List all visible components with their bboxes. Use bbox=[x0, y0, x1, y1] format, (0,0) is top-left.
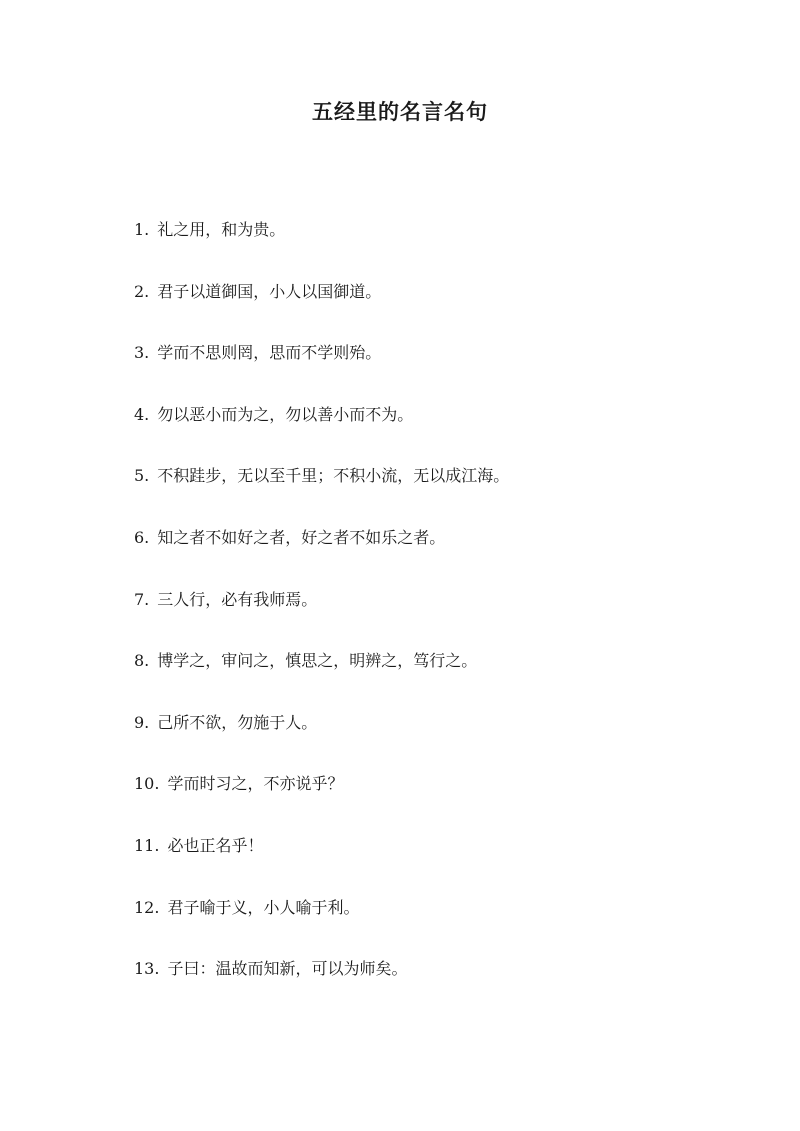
list-item bbox=[134, 645, 509, 707]
list-item bbox=[134, 214, 509, 276]
item-number: 2. bbox=[134, 281, 150, 301]
item-number: 8. bbox=[134, 651, 150, 671]
item-number: 10. bbox=[134, 774, 160, 794]
list-item bbox=[134, 522, 509, 584]
list-item bbox=[134, 276, 509, 338]
item-text: 博学之，审问之，慎思之，明辨之，笃行之。 bbox=[157, 651, 478, 671]
item-text: 必也正名乎！ bbox=[167, 835, 264, 855]
item-text: 学而不思则罔，思而不学则殆。 bbox=[157, 343, 382, 363]
item-number: 1. bbox=[134, 220, 150, 239]
item-text: 不积跬步，无以至千里；不积小流，无以成江海。 bbox=[157, 466, 510, 486]
list-item bbox=[134, 584, 509, 646]
item-text: 礼之用，和为贵。 bbox=[157, 220, 286, 239]
document-title: 五经里的名言名句 bbox=[312, 99, 488, 124]
item-text: 知之者不如好之者，好之者不如乐之者。 bbox=[157, 527, 446, 547]
item-text: 三人行，必有我师焉。 bbox=[157, 589, 318, 609]
list-item bbox=[134, 892, 509, 954]
item-text: 学而时习之，不亦说乎？ bbox=[167, 774, 344, 794]
list-item bbox=[134, 768, 509, 830]
quote-list bbox=[134, 214, 509, 1015]
item-number: 6. bbox=[134, 527, 150, 547]
item-number: 3. bbox=[134, 343, 150, 363]
list-item bbox=[134, 953, 509, 1015]
item-text: 君子喻于义，小人喻于利。 bbox=[167, 897, 360, 917]
item-text: 君子以道御国，小人以国御道。 bbox=[157, 281, 382, 301]
item-number: 13. bbox=[134, 959, 160, 979]
item-number: 9. bbox=[134, 712, 150, 732]
item-number: 5. bbox=[134, 466, 150, 486]
list-item bbox=[134, 707, 509, 769]
item-number: 4. bbox=[134, 404, 150, 424]
item-text: 勿以恶小而为之，勿以善小而不为。 bbox=[157, 404, 414, 424]
item-text: 子曰：温故而知新，可以为师矣。 bbox=[167, 959, 408, 979]
list-item bbox=[134, 460, 509, 522]
list-item bbox=[134, 399, 509, 461]
item-text: 己所不欲，勿施于人。 bbox=[157, 712, 318, 732]
list-item bbox=[134, 830, 509, 892]
item-number: 11. bbox=[134, 835, 160, 855]
list-item bbox=[134, 337, 509, 399]
item-number: 12. bbox=[134, 897, 160, 917]
item-number: 7. bbox=[134, 589, 150, 609]
